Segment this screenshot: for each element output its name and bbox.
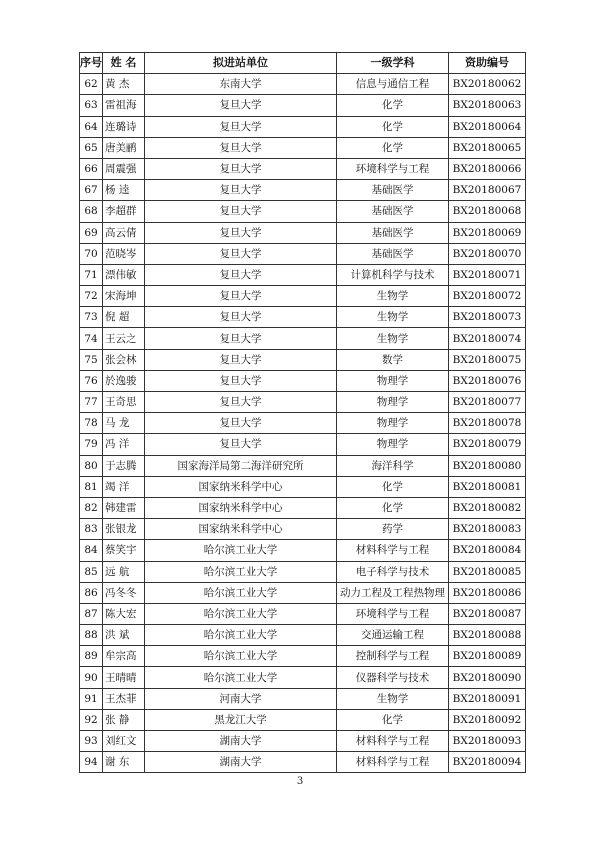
cell-discipline: 交通运输工程: [337, 625, 449, 646]
table-row: [80, 370, 526, 391]
cell-unit: 黑龙江大学: [145, 709, 337, 730]
page-number: 3: [296, 776, 304, 787]
cell-name: 洪 斌: [103, 625, 145, 646]
table-row: [80, 392, 526, 413]
table-row: [80, 222, 526, 243]
cell-code: BX20180081: [449, 476, 526, 497]
table-row: [80, 116, 526, 137]
cell-code: BX20180072: [449, 286, 526, 307]
cell-name: 冯冬冬: [103, 582, 145, 603]
cell-no: 87: [80, 603, 103, 624]
cell-name: 於逸骏: [103, 370, 145, 391]
cell-discipline: 环境科学与工程: [337, 603, 449, 624]
cell-code: BX20180063: [449, 95, 526, 116]
cell-no: 63: [80, 95, 103, 116]
table-row: [80, 667, 526, 688]
cell-discipline: 化学: [337, 116, 449, 137]
cell-no: 65: [80, 137, 103, 158]
cell-no: 62: [80, 74, 103, 95]
table-row: [80, 434, 526, 455]
cell-discipline: 数学: [337, 349, 449, 370]
table-row: [80, 180, 526, 201]
cell-code: BX20180086: [449, 582, 526, 603]
cell-name: 王云之: [103, 328, 145, 349]
cell-name: 黄 杰: [103, 74, 145, 95]
header-no: 序号: [80, 53, 103, 74]
cell-unit: 国家纳米科学中心: [145, 497, 337, 518]
cell-unit: 复旦大学: [145, 201, 337, 222]
cell-code: BX20180065: [449, 137, 526, 158]
cell-code: BX20180078: [449, 413, 526, 434]
cell-code: BX20180094: [449, 752, 526, 773]
cell-name: 于志腾: [103, 455, 145, 476]
cell-name: 高云倩: [103, 222, 145, 243]
cell-name: 王杰菲: [103, 688, 145, 709]
cell-unit: 哈尔滨工业大学: [145, 625, 337, 646]
cell-unit: 国家海洋局第二海洋研究所: [145, 455, 337, 476]
table-row: [80, 201, 526, 222]
cell-code: BX20180084: [449, 540, 526, 561]
cell-no: 75: [80, 349, 103, 370]
cell-discipline: 计算机科学与技术: [337, 264, 449, 285]
cell-name: 宋海坤: [103, 286, 145, 307]
cell-discipline: 物理学: [337, 392, 449, 413]
cell-name: 漂伟敏: [103, 264, 145, 285]
cell-no: 88: [80, 625, 103, 646]
header-name: 姓 名: [103, 53, 145, 74]
table-row: [80, 158, 526, 179]
cell-discipline: 材料科学与工程: [337, 731, 449, 752]
cell-name: 马 龙: [103, 413, 145, 434]
cell-no: 83: [80, 519, 103, 540]
cell-name: 蔡笑宇: [103, 540, 145, 561]
cell-code: BX20180070: [449, 243, 526, 264]
cell-no: 67: [80, 180, 103, 201]
cell-unit: 复旦大学: [145, 116, 337, 137]
cell-unit: 复旦大学: [145, 286, 337, 307]
cell-discipline: 化学: [337, 137, 449, 158]
cell-unit: 复旦大学: [145, 307, 337, 328]
cell-name: 张 静: [103, 709, 145, 730]
cell-code: BX20180069: [449, 222, 526, 243]
cell-discipline: 药学: [337, 519, 449, 540]
cell-unit: 湖南大学: [145, 731, 337, 752]
header-unit: 拟进站单位: [145, 53, 337, 74]
cell-discipline: 动力工程及工程热物理: [337, 582, 449, 603]
cell-code: BX20180076: [449, 370, 526, 391]
table-row: [80, 243, 526, 264]
cell-unit: 复旦大学: [145, 392, 337, 413]
funding-roster-table: [79, 52, 526, 773]
table-row: [80, 95, 526, 116]
cell-unit: 哈尔滨工业大学: [145, 646, 337, 667]
cell-name: 连璐诗: [103, 116, 145, 137]
table-row: [80, 688, 526, 709]
table-row: [80, 603, 526, 624]
table-row: [80, 307, 526, 328]
table-row: [80, 625, 526, 646]
cell-code: BX20180073: [449, 307, 526, 328]
cell-unit: 复旦大学: [145, 222, 337, 243]
cell-code: BX20180064: [449, 116, 526, 137]
cell-no: 76: [80, 370, 103, 391]
cell-no: 66: [80, 158, 103, 179]
cell-unit: 复旦大学: [145, 158, 337, 179]
cell-unit: 哈尔滨工业大学: [145, 603, 337, 624]
cell-unit: 复旦大学: [145, 328, 337, 349]
cell-no: 64: [80, 116, 103, 137]
cell-discipline: 物理学: [337, 413, 449, 434]
cell-unit: 哈尔滨工业大学: [145, 582, 337, 603]
cell-name: 刘红文: [103, 731, 145, 752]
cell-no: 70: [80, 243, 103, 264]
cell-name: 张会林: [103, 349, 145, 370]
cell-no: 85: [80, 561, 103, 582]
cell-discipline: 基础医学: [337, 243, 449, 264]
cell-code: BX20180089: [449, 646, 526, 667]
cell-discipline: 材料科学与工程: [337, 540, 449, 561]
cell-no: 90: [80, 667, 103, 688]
table-row: [80, 519, 526, 540]
cell-code: BX20180091: [449, 688, 526, 709]
cell-unit: 湖南大学: [145, 752, 337, 773]
table-row: [80, 731, 526, 752]
cell-name: 王晴晴: [103, 667, 145, 688]
cell-no: 69: [80, 222, 103, 243]
cell-no: 92: [80, 709, 103, 730]
table-row: [80, 286, 526, 307]
cell-no: 78: [80, 413, 103, 434]
cell-discipline: 环境科学与工程: [337, 158, 449, 179]
cell-name: 张银龙: [103, 519, 145, 540]
table-row: [80, 476, 526, 497]
cell-discipline: 控制科学与工程: [337, 646, 449, 667]
cell-no: 91: [80, 688, 103, 709]
cell-code: BX20180075: [449, 349, 526, 370]
cell-unit: 复旦大学: [145, 243, 337, 264]
cell-name: 唐美鹂: [103, 137, 145, 158]
cell-code: BX20180092: [449, 709, 526, 730]
cell-no: 71: [80, 264, 103, 285]
cell-unit: 复旦大学: [145, 264, 337, 285]
cell-discipline: 基础医学: [337, 222, 449, 243]
cell-name: 王奇思: [103, 392, 145, 413]
cell-discipline: 电子科学与技术: [337, 561, 449, 582]
cell-code: BX20180079: [449, 434, 526, 455]
cell-name: 竭 洋: [103, 476, 145, 497]
cell-no: 72: [80, 286, 103, 307]
cell-unit: 哈尔滨工业大学: [145, 540, 337, 561]
table-row: [80, 582, 526, 603]
cell-no: 77: [80, 392, 103, 413]
cell-no: 84: [80, 540, 103, 561]
cell-unit: 复旦大学: [145, 413, 337, 434]
cell-no: 86: [80, 582, 103, 603]
cell-name: 牟宗高: [103, 646, 145, 667]
cell-no: 79: [80, 434, 103, 455]
table-row: [80, 540, 526, 561]
cell-name: 冯 洋: [103, 434, 145, 455]
cell-discipline: 仪器科学与技术: [337, 667, 449, 688]
cell-discipline: 信息与通信工程: [337, 74, 449, 95]
table-body: [80, 74, 526, 773]
cell-no: 74: [80, 328, 103, 349]
cell-discipline: 物理学: [337, 370, 449, 391]
cell-name: 远 航: [103, 561, 145, 582]
cell-discipline: 化学: [337, 476, 449, 497]
cell-name: 周震强: [103, 158, 145, 179]
cell-code: BX20180068: [449, 201, 526, 222]
table-row: [80, 137, 526, 158]
cell-discipline: 化学: [337, 709, 449, 730]
cell-discipline: 物理学: [337, 434, 449, 455]
cell-unit: 复旦大学: [145, 434, 337, 455]
cell-code: BX20180093: [449, 731, 526, 752]
table-row: [80, 349, 526, 370]
cell-code: BX20180085: [449, 561, 526, 582]
table-row: [80, 561, 526, 582]
cell-name: 陈大宏: [103, 603, 145, 624]
cell-unit: 复旦大学: [145, 137, 337, 158]
cell-name: 李超群: [103, 201, 145, 222]
cell-discipline: 生物学: [337, 286, 449, 307]
cell-unit: 河南大学: [145, 688, 337, 709]
cell-code: BX20180080: [449, 455, 526, 476]
cell-unit: 国家纳米科学中心: [145, 476, 337, 497]
table-header-row: [80, 53, 526, 74]
cell-code: BX20180090: [449, 667, 526, 688]
cell-discipline: 生物学: [337, 688, 449, 709]
table-row: [80, 646, 526, 667]
cell-unit: 东南大学: [145, 74, 337, 95]
cell-unit: 国家纳米科学中心: [145, 519, 337, 540]
cell-no: 68: [80, 201, 103, 222]
cell-no: 93: [80, 731, 103, 752]
cell-no: 89: [80, 646, 103, 667]
cell-discipline: 材料科学与工程: [337, 752, 449, 773]
cell-unit: 哈尔滨工业大学: [145, 667, 337, 688]
table-row: [80, 413, 526, 434]
cell-no: 73: [80, 307, 103, 328]
cell-no: 94: [80, 752, 103, 773]
cell-discipline: 基础医学: [337, 180, 449, 201]
table-row: [80, 74, 526, 95]
cell-discipline: 化学: [337, 95, 449, 116]
cell-code: BX20180066: [449, 158, 526, 179]
cell-no: 80: [80, 455, 103, 476]
cell-discipline: 生物学: [337, 307, 449, 328]
cell-name: 雷祖海: [103, 95, 145, 116]
cell-code: BX20180088: [449, 625, 526, 646]
cell-code: BX20180082: [449, 497, 526, 518]
cell-code: BX20180087: [449, 603, 526, 624]
cell-unit: 哈尔滨工业大学: [145, 561, 337, 582]
header-code: 资助编号: [449, 53, 526, 74]
table-row: [80, 752, 526, 773]
cell-code: BX20180074: [449, 328, 526, 349]
table-row: [80, 264, 526, 285]
cell-code: BX20180083: [449, 519, 526, 540]
table-row: [80, 709, 526, 730]
cell-no: 81: [80, 476, 103, 497]
table-row: [80, 497, 526, 518]
cell-unit: 复旦大学: [145, 370, 337, 391]
cell-name: 倪 超: [103, 307, 145, 328]
cell-code: BX20180067: [449, 180, 526, 201]
header-discipline: 一级学科: [337, 53, 449, 74]
cell-unit: 复旦大学: [145, 95, 337, 116]
cell-name: 谢 东: [103, 752, 145, 773]
cell-discipline: 化学: [337, 497, 449, 518]
cell-unit: 复旦大学: [145, 349, 337, 370]
cell-name: 范晓岑: [103, 243, 145, 264]
cell-name: 韩建雷: [103, 497, 145, 518]
cell-discipline: 基础医学: [337, 201, 449, 222]
cell-discipline: 生物学: [337, 328, 449, 349]
cell-code: BX20180062: [449, 74, 526, 95]
cell-name: 杨 逵: [103, 180, 145, 201]
cell-unit: 复旦大学: [145, 180, 337, 201]
table-row: [80, 328, 526, 349]
cell-no: 82: [80, 497, 103, 518]
cell-discipline: 海洋科学: [337, 455, 449, 476]
cell-code: BX20180071: [449, 264, 526, 285]
table-row: [80, 455, 526, 476]
cell-code: BX20180077: [449, 392, 526, 413]
